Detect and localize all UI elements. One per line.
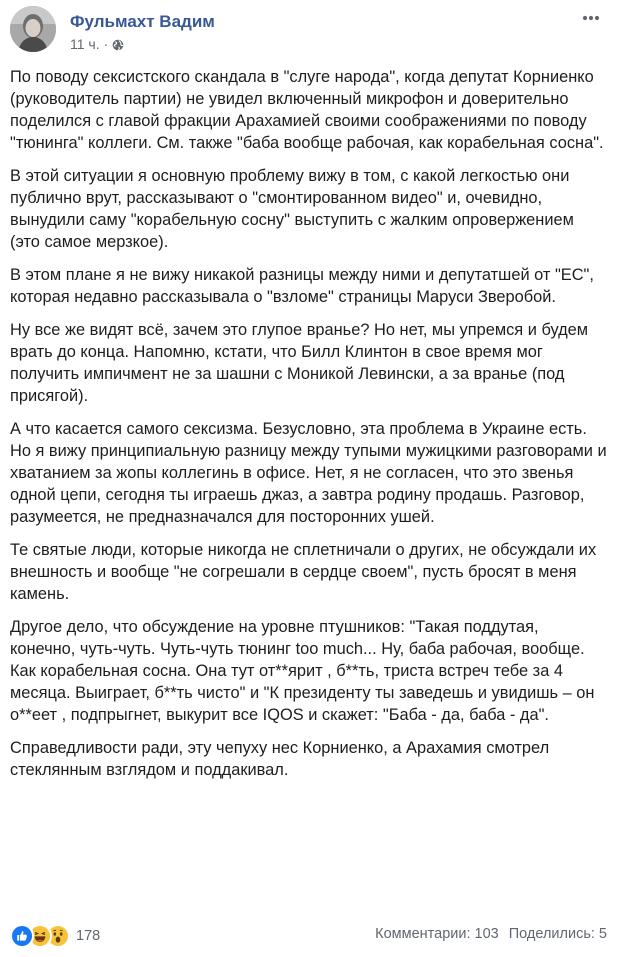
post-meta — [70, 36, 124, 52]
like-icon — [10, 924, 34, 948]
reaction-count[interactable]: 178 — [76, 928, 101, 944]
post-paragraph: Другое дело, что обсуждение на уровне птушников: "Такая поддутая, конечно, чуть-чуть. Чуть-чуть тюнинг too much... Ну, баба рабочая, вообще. Как корабельная сосна. Она тут от**ярит , б**ть, триста встреч тебе за 4 месяца. Выиграет, б**ть чисто" и "К президенту ты заведешь и увидишь – он о**еет , подпрыгнет, выкурит все IQOS и скажет: "Баба - да, баба - да". — [10, 618, 595, 724]
post-paragraph: Справедливости ради, эту чепуху нес Корниенко, а Арахамия смотрел стеклянным взглядом и поддакивал. — [10, 739, 550, 779]
globe-icon — [112, 38, 124, 50]
post-time[interactable]: 11 ч. — [70, 36, 100, 52]
comments-count[interactable]: Комментарии: 103 — [375, 926, 499, 942]
post-paragraph: А что касается самого сексизма. Безусловно, эта проблема в Украине есть. Но я вижу принципиальную разницу между тупыми мужицкими разговорами и хватанием за жопы коллегинь в офисе. Нет, я не согласен, что это звенья одной цепи, сегодня ты играешь джаз, а завтра родину продашь. Разговор, разумеется, не предназначался для посторонних ушей. — [10, 420, 607, 526]
post-header — [10, 6, 607, 54]
post-content — [10, 66, 607, 792]
post-paragraph: Ну все же видят всё, зачем это глупое вранье? Но нет, мы упремся и будем врать до конца. Напомню, кстати, что Билл Клинтон в свое время мог получить импичмент не за шашни с Моникой Левински, а за вранье (под присягой). — [10, 321, 589, 405]
author-name[interactable]: Фульмахт Вадим — [70, 12, 215, 31]
post-paragraph: Те святые люди, которые никогда не сплетничали о других, не обсуждали их внешность и вообще "не согрешали в сердце своем", пусть бросят в меня камень. — [10, 541, 597, 603]
post-footer — [10, 924, 607, 948]
meta-separator: · — [103, 36, 109, 52]
shares-count[interactable]: Поделились: 5 — [508, 926, 607, 942]
author-avatar[interactable] — [10, 6, 56, 52]
post-stats — [375, 926, 607, 942]
post-paragraph: В этой ситуации я основную проблему вижу в том, с какой легкостью они публично врут, рассказывают о "смонтированном видео" и, очевидно, вынудили саму "корабельную сосну" выступить с жалким опровержением (это самое мерзкое). — [10, 167, 574, 251]
reactions-summary[interactable] — [10, 924, 100, 948]
post-paragraph: В этом плане я не вижу никакой разницы между ними и депутатшей от "ЕС", которая недавно рассказывала о "взломе" страницы Маруси Зверобой. — [10, 266, 594, 306]
post-paragraph: По поводу сексистского скандала в "слуге народа", когда депутат Корниенко (руководитель партии) не увидел включенный микрофон и доверительно поделился с главой фракции Арахамией своими соображениями по поводу "тюнинга" коллеги. См. также "баба вообще рабочая, как корабельная сосна". — [10, 68, 604, 152]
more-options-icon[interactable] — [579, 8, 603, 28]
